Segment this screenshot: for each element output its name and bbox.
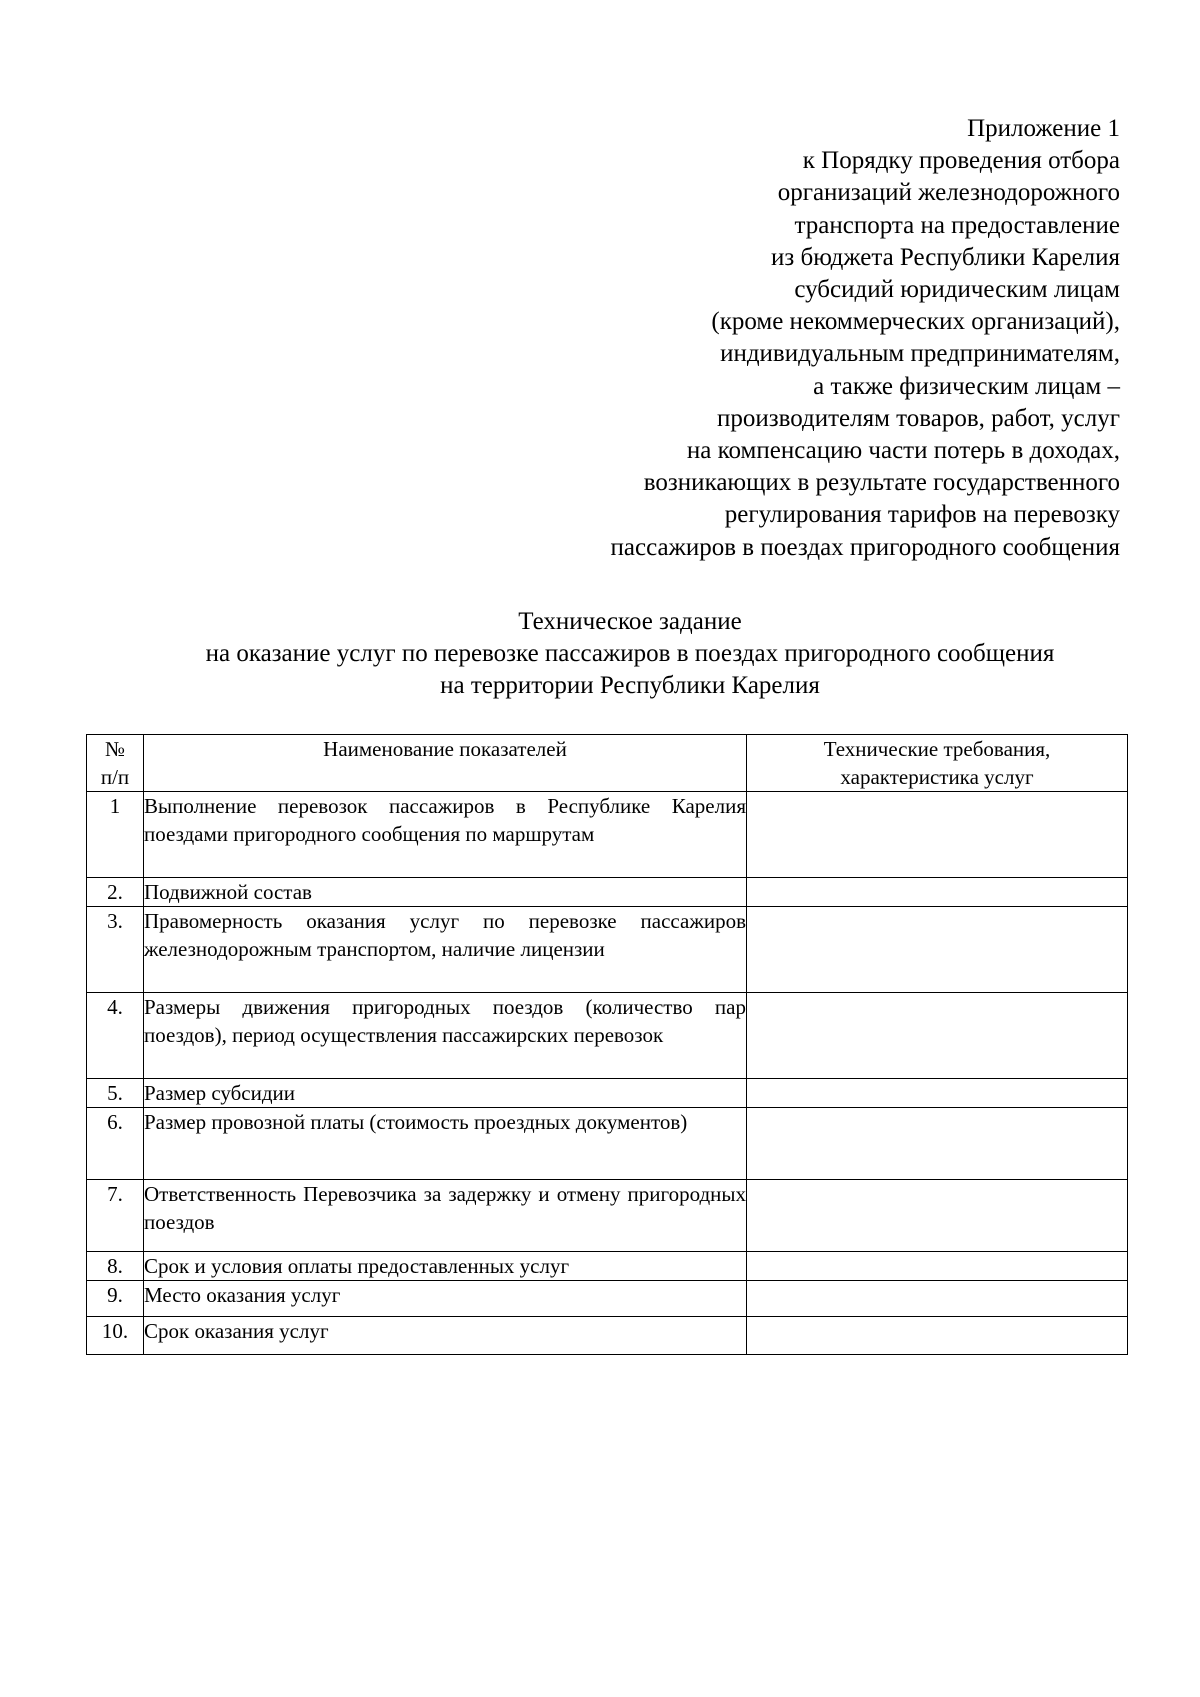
table-row [87,993,1128,1079]
appendix-line: Приложение 1 [967,115,1120,142]
header-indicator-name: Наименование показателей [144,735,747,792]
table-row [87,1079,1128,1108]
appendix-line: производителям товаров, работ, услуг [716,404,1120,432]
row-requirement [747,1079,1128,1108]
header-number [87,735,144,792]
table-row [87,1252,1128,1281]
appendix-line: а также физическим лицам – [813,372,1120,400]
row-number: 1 [87,792,144,878]
row-indicator: Подвижной состав [144,878,747,907]
title-line-3: на территории Республики Карелия [440,672,820,699]
row-indicator: Ответственность Перевозчика за задержку и отмену пригородных поездов [144,1180,747,1252]
row-requirement [747,907,1128,993]
table-row [87,792,1128,878]
appendix-line: на компенсацию части потерь в доходах, [686,437,1120,465]
appendix-line: (кроме некоммерческих организаций), [711,308,1120,336]
row-indicator: Размеры движения пригородных поездов (количество пар поездов), период осуществления пассажирских перевозок [144,993,747,1079]
table-row [87,1317,1128,1355]
appendix-line: возникающих в результате государственного [643,469,1120,497]
row-indicator: Выполнение перевозок пассажиров в Республике Карелия поездами пригородного сообщения по маршрутам [144,792,747,878]
technical-spec-table [86,734,1128,1355]
document-title [0,606,1200,702]
row-requirement [747,792,1128,878]
header-number-symbol: № [104,737,126,761]
row-requirement [747,1108,1128,1180]
appendix-line: из бюджета Республики Карелия [770,243,1120,271]
appendix-line: транспорта на предоставление [794,211,1120,239]
appendix-line: пассажиров в поездах пригородного сообщения [610,533,1120,561]
header-requirements-line-2: характеристика услуг [840,765,1034,789]
appendix-line: организаций железнодорожного [777,179,1120,207]
row-number: 6. [87,1108,144,1180]
row-requirement [747,1180,1128,1252]
appendix-line: регулирования тарифов на перевозку [724,501,1120,529]
row-indicator: Место оказания услуг [144,1281,747,1317]
row-requirement [747,993,1128,1079]
header-requirements-line-1: Технические требования, [823,737,1051,761]
appendix-line: субсидий юридическим лицам [794,276,1120,304]
row-requirement [747,1252,1128,1281]
row-indicator: Срок оказания услуг [144,1317,747,1355]
table-row [87,1108,1128,1180]
row-number: 3. [87,907,144,993]
row-number: 5. [87,1079,144,1108]
table-header-row [87,735,1128,792]
row-number: 10. [87,1317,144,1355]
row-number: 7. [87,1180,144,1252]
row-number: 8. [87,1252,144,1281]
row-requirement [747,1317,1128,1355]
row-indicator: Срок и условия оплаты предоставленных услуг [144,1252,747,1281]
table-row [87,878,1128,907]
title-line-2: на оказание услуг по перевозке пассажиров в поездах пригородного сообщения [205,640,1055,667]
row-number: 9. [87,1281,144,1317]
row-indicator: Размер субсидии [144,1079,747,1108]
title-line-1: Техническое задание [518,608,742,635]
table-row [87,1180,1128,1252]
row-requirement [747,1281,1128,1317]
table-row [87,1281,1128,1317]
header-requirements [747,735,1128,792]
header-number-abbr: п/п [100,765,130,789]
appendix-heading [420,113,1120,564]
appendix-line: индивидуальным предпринимателям, [720,340,1120,368]
row-number: 4. [87,993,144,1079]
row-indicator: Размер провозной платы (стоимость проездных документов) [144,1108,747,1180]
table-row [87,907,1128,993]
row-requirement [747,878,1128,907]
row-indicator: Правомерность оказания услуг по перевозке пассажиров железнодорожным транспортом, наличие лицензии [144,907,747,993]
appendix-line: к Порядку проведения отбора [802,147,1120,175]
row-number: 2. [87,878,144,907]
